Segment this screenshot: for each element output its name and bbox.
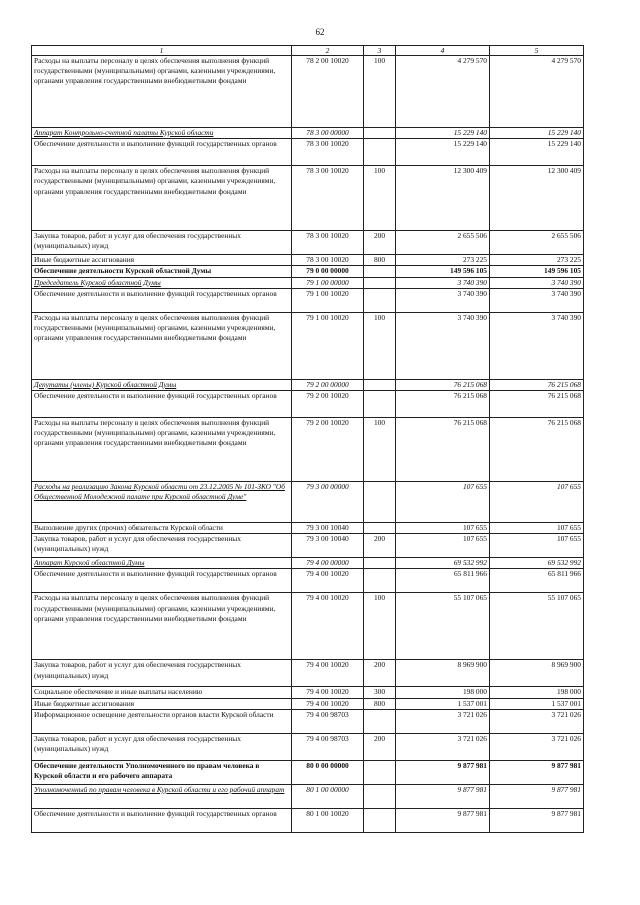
row-type-cell: 300 bbox=[364, 687, 396, 698]
row-code-cell: 78 3 00 10020 bbox=[292, 166, 364, 231]
row-name-text: Обеспечение деятельности Курской областной Думы bbox=[34, 266, 212, 276]
row-code-cell: 79 4 00 98703 bbox=[292, 709, 364, 733]
header-cell-4: 4 bbox=[396, 46, 490, 56]
row-name-text: Аппарат Контрольно-счетной палаты Курской области bbox=[34, 128, 214, 137]
row-type-cell: 100 bbox=[364, 312, 396, 379]
row-type-cell: 200 bbox=[364, 660, 396, 687]
row-code-cell: 79 1 00 10020 bbox=[292, 312, 364, 379]
row-code-cell: 78 3 00 10020 bbox=[292, 139, 364, 166]
row-amount-cell: 1 537 001 bbox=[490, 698, 584, 709]
row-code-cell: 79 1 00 10020 bbox=[292, 288, 364, 312]
row-amount-cell: 9 877 981 bbox=[490, 808, 584, 832]
row-amount-cell: 9 877 981 bbox=[490, 760, 584, 784]
row-amount-cell: 3 740 390 bbox=[490, 288, 584, 312]
row-amount-cell: 3 740 390 bbox=[490, 277, 584, 288]
row-name-cell bbox=[32, 312, 292, 379]
row-code-cell: 79 4 00 10020 bbox=[292, 698, 364, 709]
row-name-text: Закупка товаров, работ и услуг для обеспечения государственных (муниципальных) нужд bbox=[34, 660, 241, 680]
row-code-cell: 78 3 00 00000 bbox=[292, 128, 364, 139]
row-code-cell: 79 4 00 10020 bbox=[292, 660, 364, 687]
row-amount-cell: 107 655 bbox=[490, 523, 584, 534]
row-amount-cell: 3 740 390 bbox=[396, 277, 490, 288]
row-name-cell bbox=[32, 558, 292, 569]
row-type-cell bbox=[364, 266, 396, 277]
row-amount-cell: 107 655 bbox=[396, 482, 490, 523]
row-code-cell: 79 4 00 00000 bbox=[292, 558, 364, 569]
row-amount-cell: 3 721 026 bbox=[490, 709, 584, 733]
row-type-cell: 100 bbox=[364, 418, 396, 482]
page-number: 62 bbox=[315, 27, 325, 37]
row-amount-cell: 198 000 bbox=[396, 687, 490, 698]
table-row bbox=[32, 808, 584, 832]
row-type-cell bbox=[364, 760, 396, 784]
row-type-cell: 800 bbox=[364, 255, 396, 266]
row-name-cell bbox=[32, 255, 292, 266]
row-amount-cell: 76 215 068 bbox=[396, 391, 490, 418]
row-name-cell bbox=[32, 687, 292, 698]
row-amount-cell: 3 721 026 bbox=[396, 709, 490, 733]
row-type-cell bbox=[364, 139, 396, 166]
row-code-cell: 79 3 00 10040 bbox=[292, 523, 364, 534]
row-name-cell bbox=[32, 56, 292, 128]
row-type-cell bbox=[364, 523, 396, 534]
budget-table-body bbox=[32, 46, 584, 833]
row-type-cell bbox=[364, 277, 396, 288]
table-row bbox=[32, 534, 584, 558]
row-name-cell bbox=[32, 523, 292, 534]
row-name-cell bbox=[32, 166, 292, 231]
row-name-text: Выполнение других (прочих) обязательств Курской области bbox=[34, 523, 223, 533]
row-type-cell bbox=[364, 379, 396, 390]
row-name-cell bbox=[32, 569, 292, 593]
row-type-cell bbox=[364, 482, 396, 523]
row-amount-cell: 273 225 bbox=[490, 255, 584, 266]
row-amount-cell: 149 596 105 bbox=[396, 266, 490, 277]
row-type-cell bbox=[364, 784, 396, 808]
row-type-cell: 800 bbox=[364, 698, 396, 709]
row-amount-cell: 2 655 506 bbox=[490, 231, 584, 255]
row-type-cell bbox=[364, 391, 396, 418]
row-name-cell bbox=[32, 534, 292, 558]
row-code-cell: 79 4 00 10020 bbox=[292, 687, 364, 698]
row-name-text: Расходы на реализацию Закона Курской области от 23.12.2005 № 101-ЗКО "Об Общественной Молодежной палате при Курской областной Думе" bbox=[34, 482, 285, 502]
table-row bbox=[32, 482, 584, 523]
table-row bbox=[32, 558, 584, 569]
row-name-cell bbox=[32, 698, 292, 709]
row-name-text: Председатель Курской областной Думы bbox=[34, 277, 161, 287]
row-amount-cell: 107 655 bbox=[396, 523, 490, 534]
row-name-cell bbox=[32, 808, 292, 832]
row-name-cell bbox=[32, 733, 292, 760]
table-row bbox=[32, 288, 584, 312]
row-name-cell bbox=[32, 277, 292, 288]
row-name-cell bbox=[32, 231, 292, 255]
row-type-cell: 200 bbox=[364, 534, 396, 558]
row-name-text: Обеспечение деятельности и выполнение функций государственных органов bbox=[34, 808, 277, 818]
row-amount-cell: 15 229 140 bbox=[490, 128, 584, 139]
row-amount-cell: 76 215 068 bbox=[490, 379, 584, 390]
row-amount-cell: 1 537 001 bbox=[396, 698, 490, 709]
row-amount-cell: 65 811 966 bbox=[396, 569, 490, 593]
row-type-cell bbox=[364, 569, 396, 593]
table-row bbox=[32, 660, 584, 687]
row-amount-cell: 8 969 900 bbox=[396, 660, 490, 687]
row-code-cell: 78 3 00 10020 bbox=[292, 231, 364, 255]
table-row bbox=[32, 593, 584, 660]
row-code-cell: 79 4 00 98703 bbox=[292, 733, 364, 760]
row-type-cell: 200 bbox=[364, 231, 396, 255]
row-amount-cell: 12 300 409 bbox=[490, 166, 584, 231]
row-amount-cell: 198 000 bbox=[490, 687, 584, 698]
row-code-cell: 80 0 00 00000 bbox=[292, 760, 364, 784]
row-name-text: Уполномоченный по правам человека в Курской области и его рабочий аппарат bbox=[34, 784, 285, 794]
row-amount-cell: 2 655 506 bbox=[396, 231, 490, 255]
row-code-cell: 79 4 00 10020 bbox=[292, 569, 364, 593]
row-name-cell bbox=[32, 784, 292, 808]
table-row bbox=[32, 687, 584, 698]
row-amount-cell: 8 969 900 bbox=[490, 660, 584, 687]
table-row bbox=[32, 255, 584, 266]
row-type-cell bbox=[364, 288, 396, 312]
row-type-cell: 100 bbox=[364, 56, 396, 128]
row-name-text: Расходы на выплаты персоналу в целях обеспечения выполнения функций государственными (муниципальными) органами, казенными учреждениями, органами управления государственными внебюджетными фондами bbox=[34, 166, 276, 196]
header-cell-5: 5 bbox=[490, 46, 584, 56]
table-row bbox=[32, 569, 584, 593]
row-amount-cell: 55 107 065 bbox=[490, 593, 584, 660]
row-amount-cell: 107 655 bbox=[490, 534, 584, 558]
row-code-cell: 79 3 00 00000 bbox=[292, 482, 364, 523]
table-row bbox=[32, 698, 584, 709]
row-name-cell bbox=[32, 709, 292, 733]
row-type-cell bbox=[364, 128, 396, 139]
row-amount-cell: 3 740 390 bbox=[396, 312, 490, 379]
row-amount-cell: 9 877 981 bbox=[396, 808, 490, 832]
row-name-text: Расходы на выплаты персоналу в целях обеспечения выполнения функций государственными (муниципальными) органами, казенными учреждениями, органами управления государственными внебюджетными фондами bbox=[34, 418, 276, 448]
row-amount-cell: 76 215 068 bbox=[490, 418, 584, 482]
row-type-cell bbox=[364, 709, 396, 733]
row-amount-cell: 3 721 026 bbox=[396, 733, 490, 760]
row-name-text: Социальное обеспечение и иные выплаты населению bbox=[34, 687, 203, 697]
row-name-text: Депутаты (члены) Курской областной Думы bbox=[34, 379, 177, 389]
row-code-cell: 79 2 00 10020 bbox=[292, 418, 364, 482]
table-row bbox=[32, 418, 584, 482]
row-amount-cell: 149 596 105 bbox=[490, 266, 584, 277]
table-row bbox=[32, 231, 584, 255]
row-amount-cell: 4 279 570 bbox=[490, 56, 584, 128]
row-name-text: Обеспечение деятельности и выполнение функций государственных органов bbox=[34, 139, 277, 149]
table-header-row bbox=[32, 46, 584, 56]
row-amount-cell: 9 877 981 bbox=[396, 784, 490, 808]
table-row bbox=[32, 266, 584, 277]
row-name-cell bbox=[32, 760, 292, 784]
table-row bbox=[32, 312, 584, 379]
table-row bbox=[32, 379, 584, 390]
row-name-text: Аппарат Курской областной Думы bbox=[34, 558, 145, 568]
header-cell-3: 3 bbox=[364, 46, 396, 56]
row-type-cell: 100 bbox=[364, 593, 396, 660]
row-amount-cell: 107 655 bbox=[396, 534, 490, 558]
row-amount-cell: 15 229 140 bbox=[490, 139, 584, 166]
row-name-text: Иные бюджетные ассигнования bbox=[34, 255, 135, 265]
row-code-cell: 79 4 00 10020 bbox=[292, 593, 364, 660]
row-amount-cell: 69 532 992 bbox=[396, 558, 490, 569]
table-row bbox=[32, 391, 584, 418]
row-name-cell bbox=[32, 660, 292, 687]
row-name-cell bbox=[32, 593, 292, 660]
row-amount-cell: 9 877 981 bbox=[490, 784, 584, 808]
row-code-cell: 78 3 00 10020 bbox=[292, 255, 364, 266]
row-code-cell: 80 1 00 00000 bbox=[292, 784, 364, 808]
table-row bbox=[32, 139, 584, 166]
row-name-cell bbox=[32, 391, 292, 418]
row-amount-cell: 55 107 065 bbox=[396, 593, 490, 660]
row-amount-cell: 76 215 068 bbox=[490, 391, 584, 418]
row-amount-cell: 12 300 409 bbox=[396, 166, 490, 231]
row-code-cell: 79 3 00 10040 bbox=[292, 534, 364, 558]
row-name-text: Информационное освещение деятельности органов власти Курской области bbox=[34, 709, 274, 719]
row-name-text: Закупка товаров, работ и услуг для обеспечения государственных (муниципальных) нужд bbox=[34, 733, 241, 754]
row-amount-cell: 76 215 068 bbox=[396, 418, 490, 482]
row-code-cell: 80 1 00 10020 bbox=[292, 808, 364, 832]
row-type-cell: 100 bbox=[364, 166, 396, 231]
row-amount-cell: 15 229 140 bbox=[396, 139, 490, 166]
header-cell-1: 1 bbox=[32, 46, 292, 56]
row-amount-cell: 9 877 981 bbox=[396, 760, 490, 784]
row-amount-cell: 65 811 966 bbox=[490, 569, 584, 593]
row-amount-cell: 69 532 992 bbox=[490, 558, 584, 569]
row-name-text: Расходы на выплаты персоналу в целях обеспечения выполнения функций государственными (муниципальными) органами, казенными учреждениями, органами управления государственными внебюджетными фондами bbox=[34, 593, 276, 623]
table-row bbox=[32, 277, 584, 288]
table-row bbox=[32, 733, 584, 760]
row-name-text: Расходы на выплаты персоналу в целях обеспечения выполнения функций государственными (муниципальными) органами, казенными учреждениями, органами управления государственными внебюджетными фондами bbox=[34, 56, 276, 86]
budget-table bbox=[31, 45, 584, 833]
row-name-text: Обеспечение деятельности и выполнение функций государственных органов bbox=[34, 391, 277, 401]
row-code-cell: 79 1 00 00000 bbox=[292, 277, 364, 288]
header-cell-2: 2 bbox=[292, 46, 364, 56]
row-code-cell: 79 0 00 00000 bbox=[292, 266, 364, 277]
row-name-cell bbox=[32, 266, 292, 277]
row-amount-cell: 107 655 bbox=[490, 482, 584, 523]
row-amount-cell: 76 215 068 bbox=[396, 379, 490, 390]
row-name-cell bbox=[32, 418, 292, 482]
table-row bbox=[32, 760, 584, 784]
row-type-cell: 200 bbox=[364, 733, 396, 760]
row-name-text: Закупка товаров, работ и услуг для обеспечения государственных (муниципальных) нужд bbox=[34, 231, 241, 251]
row-amount-cell: 3 721 026 bbox=[490, 733, 584, 760]
row-name-text: Обеспечение деятельности Уполномоченного по правам человека в Курской области и его рабочего аппарата bbox=[34, 760, 260, 781]
row-name-text: Расходы на выплаты персоналу в целях обеспечения выполнения функций государственными (муниципальными) органами, казенными учреждениями, органами управления государственными внебюджетными фондами bbox=[34, 312, 276, 343]
table-row bbox=[32, 784, 584, 808]
table-row bbox=[32, 523, 584, 534]
row-name-text: Иные бюджетные ассигнования bbox=[34, 698, 135, 708]
row-name-text: Обеспечение деятельности и выполнение функций государственных органов bbox=[34, 569, 277, 579]
row-name-cell bbox=[32, 128, 292, 139]
row-code-cell: 79 2 00 00000 bbox=[292, 379, 364, 390]
row-amount-cell: 273 225 bbox=[396, 255, 490, 266]
table-row bbox=[32, 709, 584, 733]
row-name-cell bbox=[32, 379, 292, 390]
row-amount-cell: 4 279 570 bbox=[396, 56, 490, 128]
table-row bbox=[32, 166, 584, 231]
row-name-cell bbox=[32, 288, 292, 312]
row-name-cell bbox=[32, 139, 292, 166]
table-row bbox=[32, 56, 584, 128]
row-amount-cell: 15 229 140 bbox=[396, 128, 490, 139]
row-type-cell bbox=[364, 808, 396, 832]
row-code-cell: 78 2 00 10020 bbox=[292, 56, 364, 128]
row-amount-cell: 3 740 390 bbox=[490, 312, 584, 379]
row-amount-cell: 3 740 390 bbox=[396, 288, 490, 312]
row-type-cell bbox=[364, 558, 396, 569]
table-row bbox=[32, 128, 584, 139]
row-name-text: Закупка товаров, работ и услуг для обеспечения государственных (муниципальных) нужд bbox=[34, 534, 241, 554]
row-code-cell: 79 2 00 10020 bbox=[292, 391, 364, 418]
row-name-text: Обеспечение деятельности и выполнение функций государственных органов bbox=[34, 288, 277, 298]
row-name-cell bbox=[32, 482, 292, 523]
